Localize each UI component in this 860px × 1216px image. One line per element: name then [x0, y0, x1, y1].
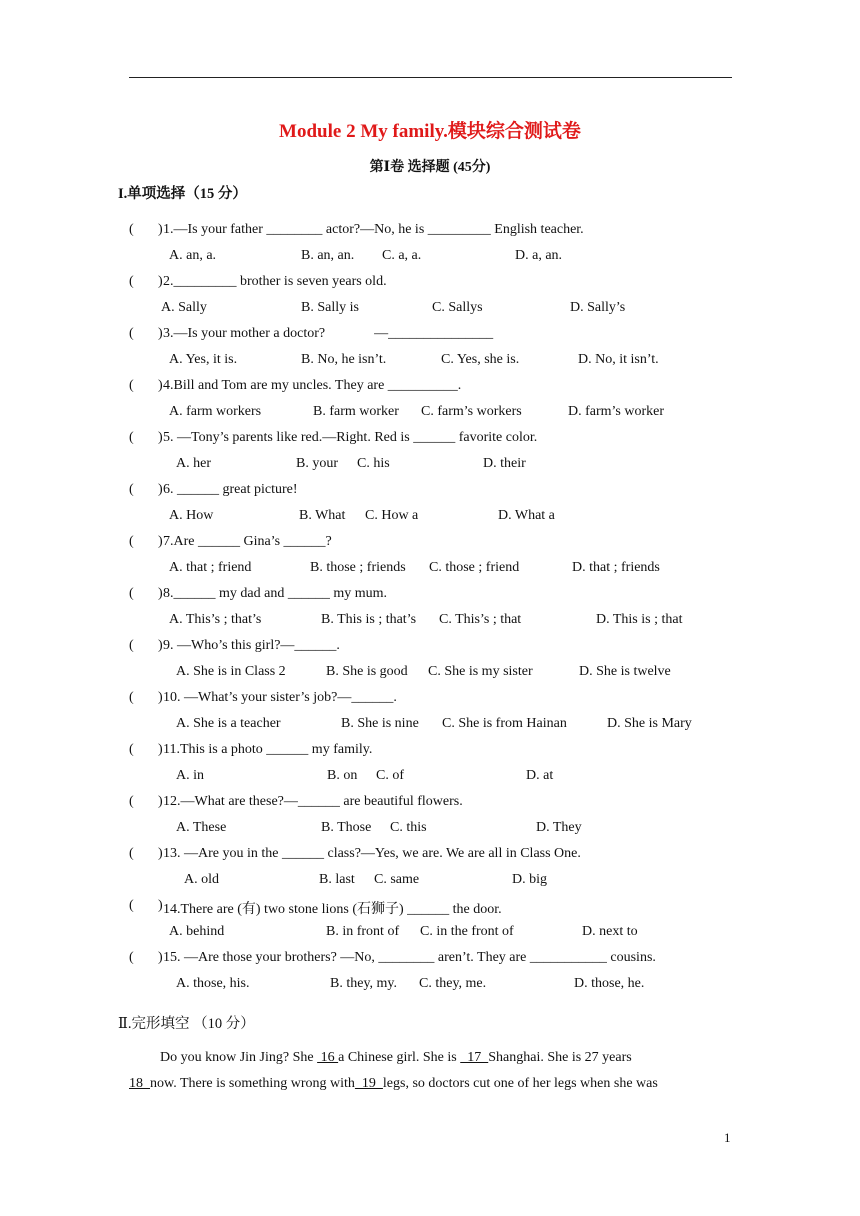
question-11-option-a[interactable]: A. in [176, 768, 204, 783]
question-11-stem: 11.This is a photo ______ my family. [163, 742, 373, 757]
question-6-option-c[interactable]: C. How a [365, 508, 419, 523]
question-10-option-a[interactable]: A. She is a teacher [176, 716, 281, 731]
document-title: Module 2 My family.模块综合测试卷 [279, 121, 581, 142]
question-13-option-c[interactable]: C. same [374, 872, 420, 887]
passage-text: Shanghai. She is 27 years [488, 1050, 632, 1065]
question-8-option-a[interactable]: A. This’s ; that’s [169, 612, 262, 627]
question-10-option-b[interactable]: B. She is nine [341, 716, 419, 731]
passage-text: Do you know Jin Jing? She [160, 1050, 318, 1065]
question-4-option-a[interactable]: A. farm workers [169, 404, 262, 419]
question-1-stem: 1.—Is your father ________ actor?—No, he is _________ English teacher. [163, 222, 584, 237]
question-9-option-b[interactable]: B. She is good [326, 664, 408, 679]
question-11-option-b[interactable]: B. on [327, 768, 358, 783]
question-12-option-a[interactable]: A. These [176, 820, 227, 835]
question-3-option-b[interactable]: B. No, he isn’t. [301, 352, 387, 367]
answer-paren-close: ) [158, 482, 163, 497]
answer-paren-open: ( [129, 846, 134, 861]
passage-line-2 [129, 1076, 658, 1092]
header-rule [129, 77, 732, 78]
question-14-option-a[interactable]: A. behind [169, 924, 225, 939]
question-2-option-d[interactable]: D. Sally’s [570, 300, 626, 315]
answer-paren-close: ) [158, 950, 163, 965]
question-8-option-d[interactable]: D. This is ; that [596, 612, 683, 627]
question-15-option-a[interactable]: A. those, his. [176, 976, 250, 991]
question-6-stem: 6. ______ great picture! [163, 482, 298, 497]
question-2-option-c[interactable]: C. Sallys [432, 300, 483, 315]
answer-paren-close: ) [158, 274, 163, 289]
answer-paren-close: ) [158, 638, 163, 653]
question-2-option-a[interactable]: A. Sally [161, 300, 207, 315]
answer-paren-close: ) [158, 222, 163, 237]
question-8-stem: 8.______ my dad and ______ my mum. [163, 586, 387, 601]
question-14-option-c[interactable]: C. in the front of [420, 924, 514, 939]
answer-paren-close: ) [158, 690, 163, 705]
answer-paren-open: ( [129, 898, 134, 913]
question-5-option-c[interactable]: C. his [357, 456, 390, 471]
section-heading-cloze: Ⅱ.完形填空 （10 分） [118, 1016, 255, 1032]
question-3-option-c[interactable]: C. Yes, she is. [441, 352, 520, 367]
question-9-option-d[interactable]: D. She is twelve [579, 664, 671, 679]
question-4-option-d[interactable]: D. farm’s worker [568, 404, 665, 419]
answer-paren-close: ) [158, 378, 163, 393]
question-1-option-c[interactable]: C. a, a. [382, 248, 422, 263]
question-7-stem: 7.Are ______ Gina’s ______? [163, 534, 332, 549]
answer-paren-close: ) [158, 586, 163, 601]
question-9-stem: 9. —Who’s this girl?—______. [163, 638, 340, 653]
page-number: 1 [724, 1130, 731, 1145]
question-8-option-b[interactable]: B. This is ; that’s [321, 612, 417, 627]
question-12-stem: 12.—What are these?—______ are beautiful flowers. [163, 794, 463, 809]
answer-paren-close: ) [158, 794, 163, 809]
question-9-option-c[interactable]: C. She is my sister [428, 664, 533, 679]
question-12-option-d[interactable]: D. They [536, 820, 582, 835]
question-7-option-d[interactable]: D. that ; friends [572, 560, 660, 575]
question-3-option-a[interactable]: A. Yes, it is. [169, 352, 238, 367]
question-12-option-c[interactable]: C. this [390, 820, 427, 835]
section-heading-single-choice: I.单项选择（15 分） [118, 186, 247, 202]
answer-paren-open: ( [129, 794, 134, 809]
question-7-option-b[interactable]: B. those ; friends [310, 560, 406, 575]
question-15-stem: 15. —Are those your brothers? —No, ________ aren’t. They are ___________ cousins. [163, 950, 656, 965]
question-7-option-a[interactable]: A. that ; friend [169, 560, 252, 575]
question-9-option-a[interactable]: A. She is in Class 2 [176, 664, 286, 679]
question-12-option-b[interactable]: B. Those [321, 820, 372, 835]
question-8-option-c[interactable]: C. This’s ; that [439, 612, 522, 627]
answer-paren-open: ( [129, 482, 134, 497]
answer-paren-open: ( [129, 378, 134, 393]
answer-paren-open: ( [129, 222, 134, 237]
answer-paren-open: ( [129, 638, 134, 653]
passage-text: legs, so doctors cut one of her legs when she was [382, 1076, 658, 1091]
answer-paren-close: ) [158, 742, 163, 757]
question-4-stem: 4.Bill and Tom are my uncles. They are __________. [163, 378, 462, 393]
question-5-option-b[interactable]: B. your [296, 456, 338, 471]
question-11-option-d[interactable]: D. at [526, 768, 554, 783]
passage-text: now. There is something wrong with [150, 1076, 355, 1091]
passage-line-1 [160, 1050, 632, 1066]
blank-17[interactable]: 17 [460, 1050, 489, 1065]
answer-paren-open: ( [129, 742, 134, 757]
question-13-stem: 13. —Are you in the ______ class?—Yes, we are. We are all in Class One. [163, 846, 581, 861]
passage-text: a Chinese girl. She is [338, 1050, 461, 1065]
question-3-option-d[interactable]: D. No, it isn’t. [578, 352, 659, 367]
answer-paren-open: ( [129, 690, 134, 705]
answer-paren-open: ( [129, 326, 134, 341]
question-5-option-a[interactable]: A. her [176, 456, 211, 471]
question-10-option-d[interactable]: D. She is Mary [607, 716, 692, 731]
answer-paren-open: ( [129, 430, 134, 445]
answer-paren-open: ( [129, 274, 134, 289]
question-13-option-d[interactable]: D. big [512, 872, 547, 887]
answer-paren-close: ) [158, 534, 163, 549]
answer-paren-open: ( [129, 586, 134, 601]
answer-paren-close: ) [158, 430, 163, 445]
question-13-option-a[interactable]: A. old [184, 872, 219, 887]
question-10-stem: 10. —What’s your sister’s job?—______. [163, 690, 397, 705]
question-13-option-b[interactable]: B. last [319, 872, 355, 887]
question-6-option-b[interactable]: B. What [299, 508, 346, 523]
answer-paren-open: ( [129, 534, 134, 549]
question-10-option-c[interactable]: C. She is from Hainan [442, 716, 567, 731]
question-14-stem: 14.There are (有) two stone lions (石狮子) ______ the door. [163, 902, 502, 917]
question-15-option-b[interactable]: B. they, my. [330, 976, 398, 991]
answer-paren-open: ( [129, 950, 134, 965]
blank-19[interactable]: 19 [354, 1076, 383, 1091]
question-3-stem: 3.—Is your mother a doctor? —_______________ [163, 326, 494, 341]
question-4-option-b[interactable]: B. farm worker [313, 404, 399, 419]
question-2-stem: 2._________ brother is seven years old. [163, 274, 387, 289]
question-1-option-b[interactable]: B. an, an. [301, 248, 355, 263]
question-2-option-b[interactable]: B. Sally is [301, 300, 359, 315]
question-1-option-d[interactable]: D. a, an. [515, 248, 563, 263]
document-subtitle: 第Ⅰ卷 选择题 (45分) [369, 160, 491, 175]
question-11-option-c[interactable]: C. of [376, 768, 404, 783]
answer-paren-close: ) [158, 898, 163, 913]
question-15-option-c[interactable]: C. they, me. [419, 976, 487, 991]
question-5-stem: 5. —Tony’s parents like red.—Right. Red is ______ favorite color. [163, 430, 538, 445]
blank-18[interactable]: 18 [129, 1076, 150, 1091]
question-4-option-c[interactable]: C. farm’s workers [421, 404, 522, 419]
answer-paren-close: ) [158, 326, 163, 341]
question-1-option-a[interactable]: A. an, a. [169, 248, 217, 263]
question-6-option-d[interactable]: D. What a [498, 508, 555, 523]
question-15-option-d[interactable]: D. those, he. [574, 976, 645, 991]
question-14-option-d[interactable]: D. next to [582, 924, 638, 939]
answer-paren-close: ) [158, 846, 163, 861]
blank-16[interactable]: 16 [317, 1050, 339, 1065]
question-6-option-a[interactable]: A. How [169, 508, 214, 523]
question-5-option-d[interactable]: D. their [483, 456, 526, 471]
question-7-option-c[interactable]: C. those ; friend [429, 560, 520, 575]
question-14-option-b[interactable]: B. in front of [326, 924, 400, 939]
